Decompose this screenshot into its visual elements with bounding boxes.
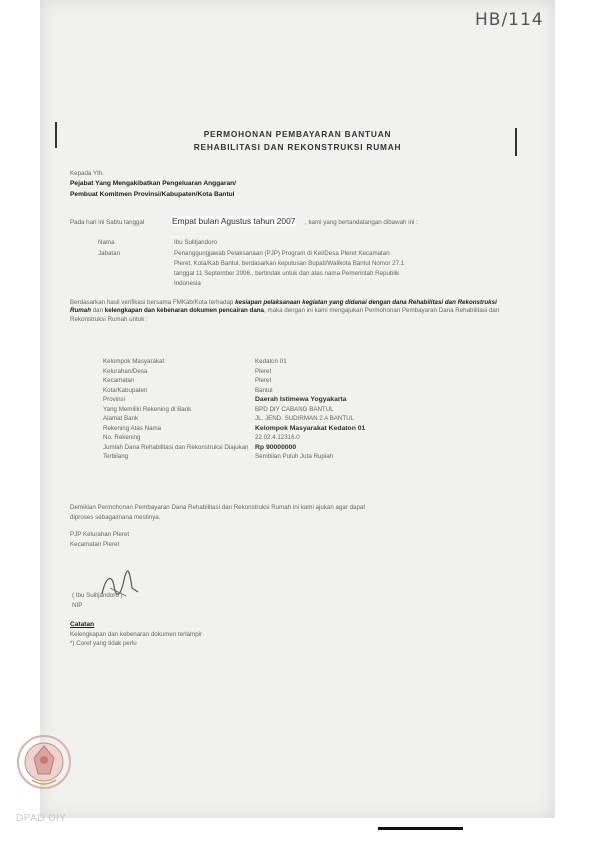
detail-value: Kelompok Masyarakat Kedaton 01 [255,424,366,432]
detail-value: Sembilan Puluh Juta Rupiah [255,453,334,460]
detail-label: Yang Memiliki Rekening di Bank [103,405,192,413]
detail-value: Kedaton 01 [255,358,287,365]
title-line-1: PERMOHONAN PEMBAYARAN BANTUAN [203,129,392,139]
catatan-line-1: Kelengkapan dan kebenaran dokumen terlampir [70,631,203,638]
detail-label: Rekening Atas Nama [103,424,162,432]
archive-code: HB/114 [475,10,544,30]
dpad-seal-icon [14,730,74,794]
detail-label: Jumlah Dana Rehabilitasi dan Rekonstruksi Diajukan [103,443,249,451]
kepada-label: Kepada Yth. [70,170,104,177]
catatan-heading: Catatan [70,621,95,628]
bottom-rule [378,827,463,830]
para-bold-2: kelengkapan dan kebenaran dokumen pencairan dana [104,307,264,315]
signer-nip: NIP [72,602,83,609]
intro-suffix: , kami yang bertandatangan dibawah ini : [305,219,418,226]
detail-value: Pleret [255,377,272,384]
detail-label: No. Rekening [103,434,141,441]
detail-label: Kelurahan/Desa [103,367,148,375]
para-suffix: , maka dengan ini kami mengajukan Permohonan Pembayaran Dana Rehabilitasi dan Rekonstruksi Rumah untuk : [70,307,500,323]
verification-paragraph [70,299,502,324]
nama-label: Nama [98,239,115,246]
jabatan-line: Penanggungjawab Pelaksanaan (PJP) Program di Kel/Desa Pleret Kecamatan [174,250,390,257]
para-mid: dan [92,307,104,315]
jabatan-label: Jabatan [98,250,121,257]
recipient-line-1: Pejabat Yang Mengakibatkan Pengeluaran Anggaran/ [70,180,236,187]
detail-value: 22.02.4.12316.0 [255,434,300,441]
detail-value: JL. JEND. SUDIRMAN 2 A BANTUL [255,415,355,422]
para-bold-1: kesiapan pelaksanaan kegiatan yang didanai dengan dana Rehabilitasi dan Rekonstruksi Rumah [70,299,497,315]
signer-name: ( Ibu Sulitjandoro ) [72,592,123,599]
intro-prefix: Pada hari ini Sabtu tanggal [70,219,145,226]
para-prefix: Berdasarkan hasil verifikasi bersama FMKab/Kota terhadap [70,299,234,306]
detail-value: BPD DIY CABANG BANTUL [255,405,334,413]
signer-role-1: PJP Kelurahan Pleret [70,531,130,538]
watermark-text: DPAD DIY [16,813,67,824]
detail-value: Bantul [255,386,273,394]
detail-label: Kota/Kabupaten [103,386,148,394]
detail-label: Provinsi [103,396,126,403]
closing-line: Demikian Permohonan Pembayaran Dana Rehabilitasi dan Rekonstruksi Rumah ini kami ajukan agar dapat [70,504,366,511]
jabatan-line: Indonesia [174,280,201,287]
detail-label: Kelompok Masyarakat [103,358,165,365]
catatan-line-2: *) Coret yang tidak perlu [70,640,137,647]
recipient-line-2: Pembuat Komitmen Provinsi/Kabupaten/Kota Bantul [70,191,235,198]
jabatan-line: Pleret, Kota/Kab Bantul, berdasarkan keputusan Bupati/Walikota Bantul Nomor 27.1 [174,260,405,267]
nama-value: Ibu Sulitjandoro [174,239,217,246]
detail-value: Daerah Istimewa Yogyakarta [255,396,347,403]
signer-role-2: Kecamatan Pleret [70,541,120,548]
detail-value: Pleret [255,367,272,375]
intro-date: Empat bulan Agustus tahun 2007 [172,216,296,226]
detail-label: Terbilang [103,453,129,460]
detail-label: Kecamatan [103,377,135,384]
jabatan-line: tanggal 11 September 2006., bertindak untuk dan atas nama Pemerintah Republik [174,270,400,277]
title-line-2: REHABILITASI DAN REKONSTRUKSI RUMAH [193,142,402,152]
detail-label: Alamat Bank [103,415,139,422]
detail-value: Rp 90000000 [255,443,297,451]
closing-line: diproses sebagaimana mestinya. [70,514,161,521]
